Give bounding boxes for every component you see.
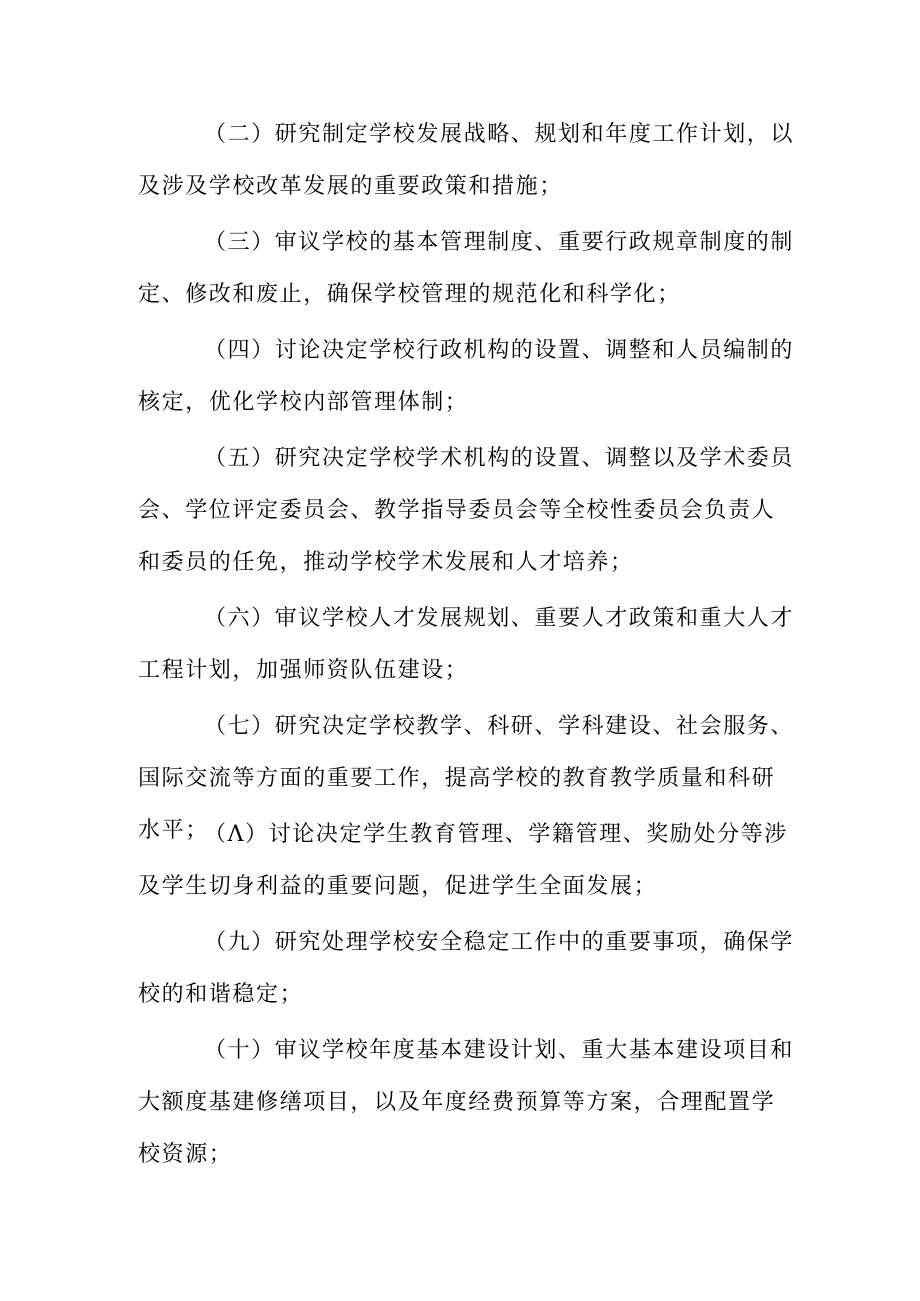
paragraph-item-2: （二）研究制定学校发展战略、规划和年度工作计划，以及涉及学校改革发展的重要政策和措施； xyxy=(138,122,795,199)
paragraph-item-6: （六）审议学校人才发展规划、重要人才政策和重大人才工程计划，加强师资队伍建设； xyxy=(138,606,795,683)
paragraph-item-10: （十）审议学校年度基本建设计划、重大基本建设项目和大额度基建修缮项目，以及年度经费预算等方案，合理配置学校资源； xyxy=(138,1038,795,1167)
paragraph-item-9: （九）研究处理学校安全稳定工作中的重要事项，确保学校的和谐稳定； xyxy=(138,930,795,1007)
paragraph-item-3: （三）审议学校的基本管理制度、重要行政规章制度的制定、修改和废止，确保学校管理的规范化和科学化； xyxy=(138,230,795,307)
paragraph-item-4: （四）讨论决定学校行政机构的设置、调整和人员编制的核定，优化学校内部管理体制； xyxy=(138,338,795,415)
paragraph-item-8: （Λ）讨论决定学生教育管理、学籍管理、奖励处分等涉及学生切身利益的重要问题，促进学生全面发展； xyxy=(138,822,788,899)
paragraph-item-5: （五）研究决定学校学术机构的设置、调整以及学术委员会、学位评定委员会、教学指导委员会等全校性委员会负责人和委员的任免，推动学校学术发展和人才培养； xyxy=(138,446,795,575)
paragraph-item-7: （七）研究决定学校教学、科研、学科建设、社会服务、国际交流等方面的重要工作，提高学校的教育教学质量和科研水平； xyxy=(138,714,795,843)
